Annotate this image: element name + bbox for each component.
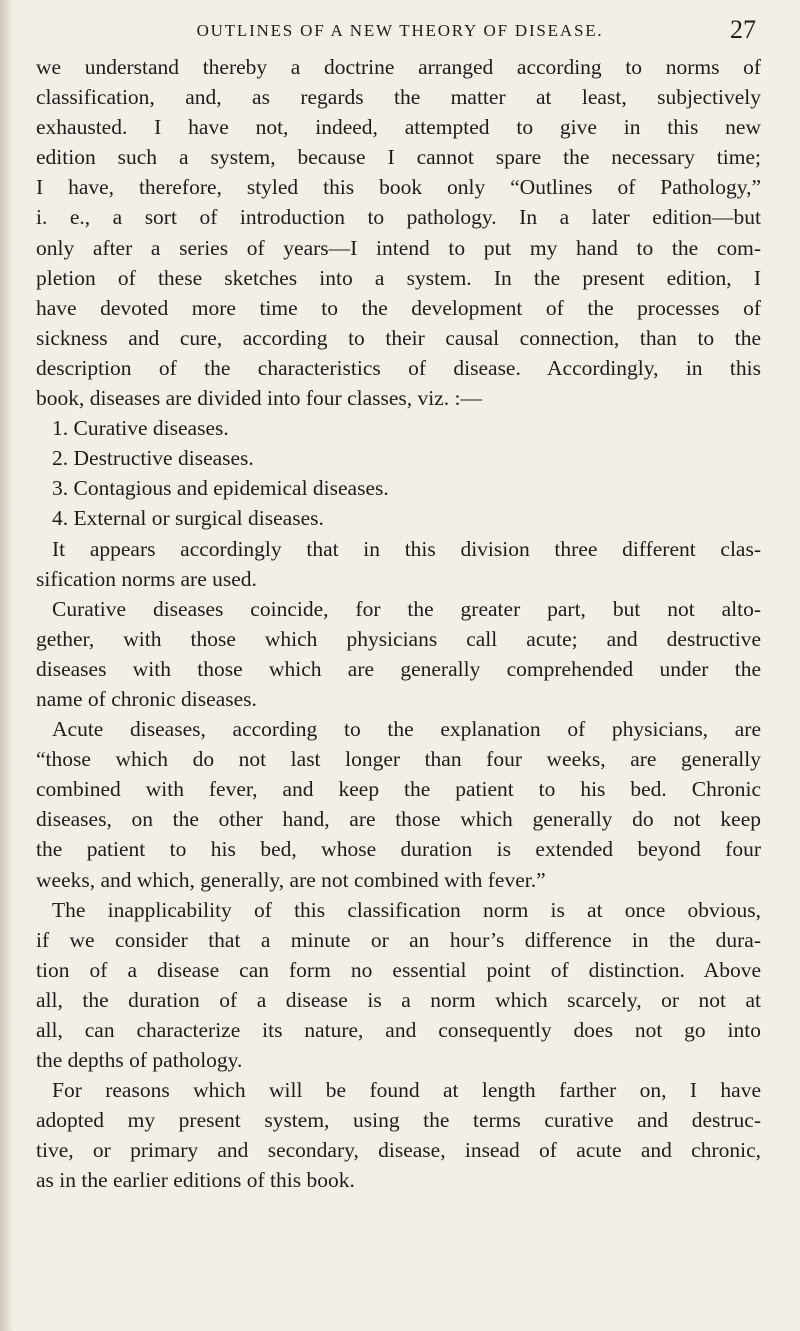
text-line: edition such a system, because I cannot spare the necessary time; [36,145,761,170]
text-line: we understand thereby a doctrine arranged according to norms of [36,55,761,79]
text-line: weeks, and which, generally, are not combined with fever.” [36,867,546,892]
text-line: tive, or primary and secondary, disease, insead of acute and chronic, [36,1138,761,1163]
running-head [0,14,800,48]
text-line: tion of a disease can form no essential point of distinction. Above [36,957,761,982]
text-line: sification norms are used. [36,566,257,591]
text-line: all, the duration of a disease is a norm which scarcely, or not at [36,987,761,1012]
text-line: name of chronic diseases. [36,686,257,711]
body-text [36,52,761,1196]
text-line: diseases with those which are generally comprehended under the [36,656,761,681]
text-line: all, can characterize its nature, and consequently does not go into [36,1018,761,1042]
spine-shadow [0,0,14,1331]
text-line: if we consider that a minute or an hour’s difference in the dura- [36,927,761,952]
running-title: OUTLINES OF A NEW THEORY OF DISEASE. [196,21,604,40]
text-line: 3. Contagious and epidemical diseases. [52,476,389,501]
text-line: have devoted more time to the development of the processes of [36,295,761,320]
text-line: The inapplicability of this classification norm is at once obvious, [52,897,761,922]
text-line: 4. External or surgical diseases. [52,506,324,531]
text-line: exhausted. I have not, indeed, attempted to give in this new [36,115,761,140]
text-line: Acute diseases, according to the explanation of physicians, are [52,717,761,742]
text-line: Curative diseases coincide, for the greater part, but not alto- [52,596,761,621]
text-line: book, diseases are divided into four classes, viz. :— [36,386,483,411]
text-line: only after a series of years—I intend to put my hand to the com- [36,235,761,260]
text-line: diseases, on the other hand, are those which generally do not keep [36,807,761,832]
text-line: It appears accordingly that in this division three different clas- [52,536,761,561]
text-line: “those which do not last longer than four weeks, are generally [36,747,761,772]
text-line: i. e., a sort of introduction to pathology. In a later edition—but [36,205,761,230]
text-line: the patient to his bed, whose duration is extended beyond four [36,837,761,862]
text-line: combined with fever, and keep the patient to his bed. Chronic [36,777,761,802]
text-line: classification, and, as regards the matter at least, subjectively [36,85,761,110]
text-line: 1. Curative diseases. [52,416,229,441]
text-line: adopted my present system, using the terms curative and destruc- [36,1108,761,1133]
text-line: pletion of these sketches into a system. In the present edition, I [36,265,761,290]
text-line: description of the characteristics of disease. Accordingly, in this [36,355,761,380]
text-line: 2. Destructive diseases. [52,446,254,471]
text-line: I have, therefore, styled this book only “Outlines of Pathology,” [36,175,761,200]
text-line: For reasons which will be found at length farther on, I have [52,1078,761,1103]
text-line: the depths of pathology. [36,1048,243,1073]
text-line: as in the earlier editions of this book. [36,1168,355,1193]
page-number: 27 [730,15,756,44]
text-line: sickness and cure, according to their causal connection, than to the [36,325,761,350]
text-line: gether, with those which physicians call acute; and destructive [36,626,761,651]
